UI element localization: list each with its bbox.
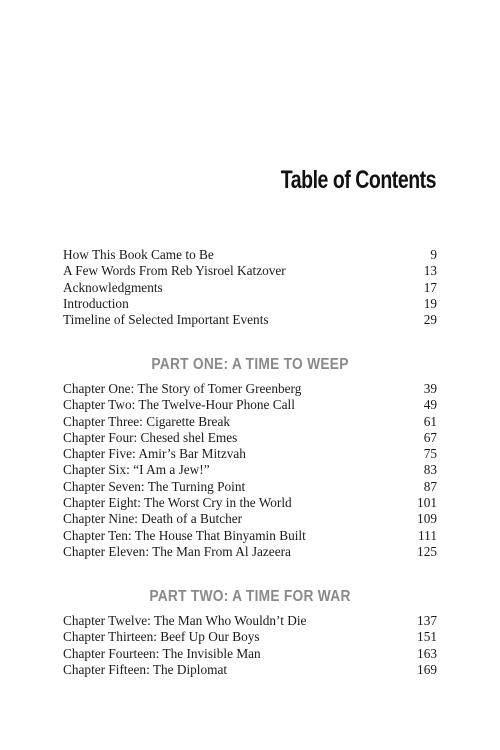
toc-entry[interactable] [63, 296, 437, 312]
entry-page-number: 9 [430, 247, 437, 262]
entry-title: Chapter Seven: The Turning Point [63, 478, 246, 494]
toc-entry[interactable] [63, 312, 437, 328]
part-one-section [63, 353, 437, 560]
entry-page-number: 75 [423, 446, 437, 462]
entry-page-number: 29 [423, 312, 437, 328]
entry-page-number: 67 [423, 429, 437, 445]
entry-page-number: 163 [417, 645, 437, 661]
entry-page-number: 49 [423, 397, 437, 413]
entry-title: Chapter Five: Amir’s Bar Mitzvah [63, 446, 246, 462]
entry-page-number: 111 [418, 527, 437, 543]
entry-page-number: 19 [423, 295, 437, 311]
toc-entry[interactable] [63, 381, 437, 397]
toc-entry[interactable] [63, 414, 437, 430]
part-two-section [63, 585, 437, 678]
entry-page-number: 125 [417, 543, 437, 559]
entry-title: A Few Words From Reb Yisroel Katzover [63, 263, 286, 279]
entry-title: Chapter Three: Cigarette Break [63, 413, 231, 429]
entry-title: How This Book Came to Be [63, 247, 214, 262]
entry-title: Chapter Nine: Death of a Butcher [63, 511, 243, 527]
toc-entry[interactable] [63, 662, 437, 678]
page-title: Table of Contents [280, 166, 436, 194]
entry-title: Chapter Six: “I Am a Jew!” [63, 462, 210, 478]
entry-page-number: 83 [423, 462, 437, 478]
toc-entry[interactable] [63, 446, 437, 462]
toc-entry[interactable] [63, 479, 437, 495]
toc-entry[interactable] [63, 646, 437, 662]
entry-page-number: 61 [423, 413, 437, 429]
toc-entry[interactable] [63, 629, 437, 645]
toc-entry[interactable] [63, 247, 437, 263]
toc-entry[interactable] [63, 544, 437, 560]
toc-entry[interactable] [63, 397, 437, 413]
toc-entry[interactable] [63, 263, 437, 279]
toc-entry[interactable] [63, 511, 437, 527]
part-one-chapter-list [63, 381, 437, 560]
entry-title: Chapter Twelve: The Man Who Wouldn’t Die [63, 613, 307, 628]
entry-page-number: 109 [417, 511, 437, 527]
toc-entry[interactable] [63, 430, 437, 446]
front-matter-list [63, 247, 437, 328]
entry-title: Chapter Fifteen: The Diplomat [63, 661, 228, 677]
toc-entry[interactable] [63, 462, 437, 478]
entry-title: Chapter Ten: The House That Binyamin Built [63, 527, 306, 543]
entry-title: Timeline of Selected Important Events [63, 312, 269, 328]
entry-title: Introduction [63, 295, 129, 311]
entry-title: Chapter Eight: The Worst Cry in the World [63, 495, 292, 511]
part-heading: PART ONE: A TIME TO WEEP [151, 356, 349, 373]
entry-title: Chapter Four: Chesed shel Emes [63, 429, 238, 445]
entry-page-number: 13 [423, 263, 437, 279]
toc-entry[interactable] [63, 495, 437, 511]
part-heading: PART TWO: A TIME FOR WAR [149, 588, 351, 605]
entry-page-number: 39 [423, 381, 437, 396]
entry-title: Chapter Eleven: The Man From Al Jazeera [63, 543, 291, 559]
entry-page-number: 151 [417, 629, 437, 645]
entry-title: Chapter Thirteen: Beef Up Our Boys [63, 629, 260, 645]
entry-page-number: 87 [423, 478, 437, 494]
toc-entry[interactable] [63, 280, 437, 296]
entry-title: Chapter Fourteen: The Invisible Man [63, 645, 261, 661]
entry-page-number: 101 [417, 495, 437, 511]
front-matter-section [63, 247, 437, 328]
entry-title: Acknowledgments [63, 279, 163, 295]
toc-entry[interactable] [63, 528, 437, 544]
entry-page-number: 137 [417, 613, 437, 628]
toc-entry[interactable] [63, 613, 437, 629]
entry-title: Chapter One: The Story of Tomer Greenberg [63, 381, 302, 396]
entry-page-number: 169 [417, 661, 437, 677]
part-two-chapter-list [63, 613, 437, 678]
entry-title: Chapter Two: The Twelve-Hour Phone Call [63, 397, 295, 413]
entry-page-number: 17 [423, 279, 437, 295]
